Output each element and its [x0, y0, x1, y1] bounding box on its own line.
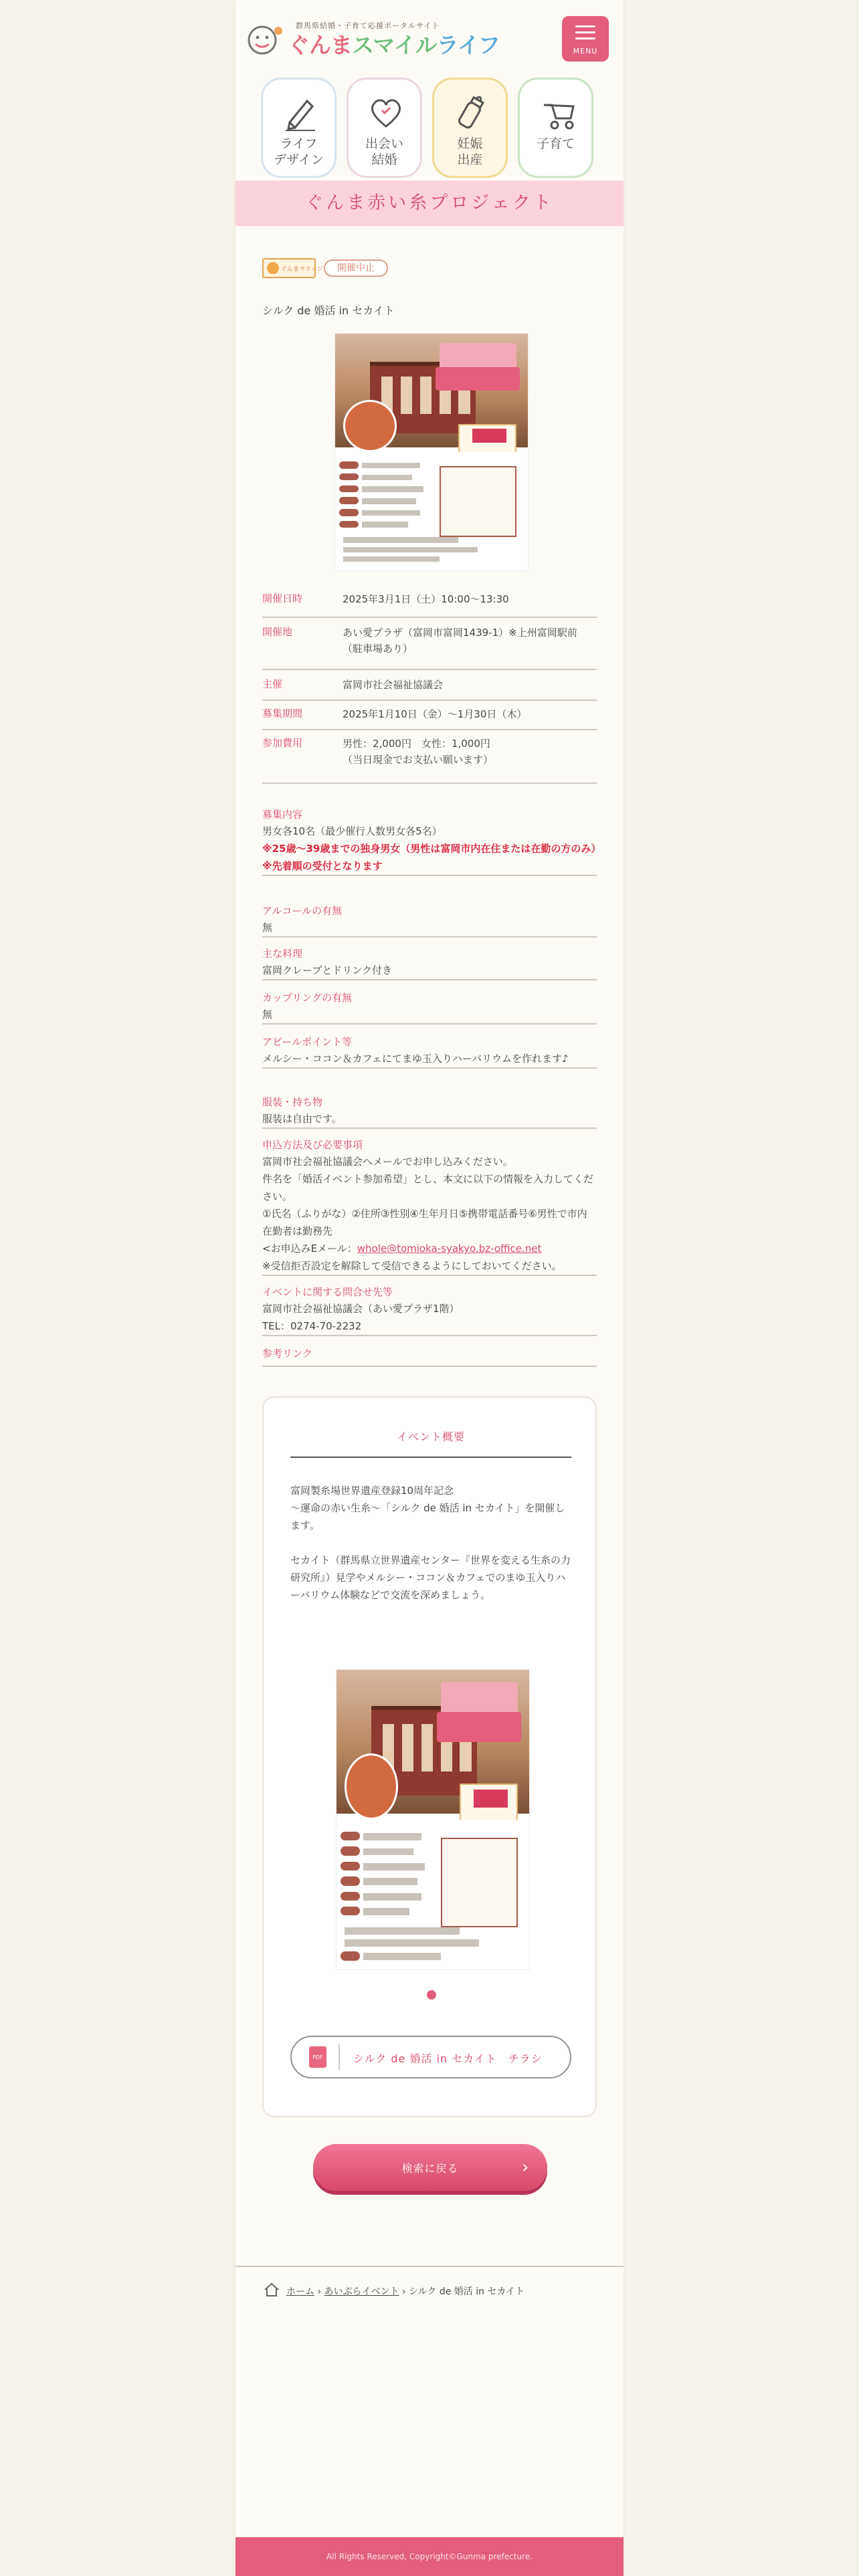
category-label: ライフ デザイン — [274, 136, 324, 167]
info-row-organizer: 主催 富岡市社会福祉協議会 — [262, 677, 597, 701]
detail-dress: 服装・持ち物 服装は自由です。 — [262, 1094, 597, 1129]
summary-text-1: 富岡製糸場世界遺産登録10周年記念 〜運命の赤い生糸〜「シルク de 婚活 in セカイト」を開催します。 — [290, 1485, 565, 1531]
page: 群馬県結婚・子育て応援ポータルサイト ぐんまスマイルライフ MENU ライフ デザイン 出会い 結婚 妊娠 出産 子育て ぐんま赤い糸プロジェクト ぐんまマリッジ 開催中止 シルク de 婚活 in セカイト 開催日時 2025年3月1日（土）10:00〜13:30 開催地 あい愛プラザ（富岡市富岡1439-1）※上州富岡駅前（駐車場あり） 主催 富岡市社会福祉協議会 募集期間 2025年1月10日（金）〜1月30日（木） 参加費用 男性：2,000円 女性：1,000円 （当日現金でお支払い願います） 募集内容 男女各10名（最少催行人数男女各5名） ※25歳〜39歳までの独身男女（男性は富岡市内在住または在勤の方のみ） ※先着順の受付となります アルコールの有無 無 主な料理 富岡クレープとドリンク付き カップリングの有無 無 アピールポイント等 メルシー・ココン＆カフェにてまゆ玉入りハーバリウムを作れます♪ 服装・持ち物 服装は自由です。 申込方法及び必要事項 富岡市社会福祉協議会へメールでお申し込みください。 件名を「婚活イベント参加希望」とし、本文に以下の情報を入力してください。 ①氏名（ふりがな）②住所③性別④生年月日⑤携帯電話番号⑥男性で市内在勤者は勤務先 <お申込みEメール：whole@tomioka-syakyo.bz-office.net ※受信拒否設定を解除して受信できるようにしておいてください。 イベントに関する問合せ先等 富岡市社会福祉協議会（あい愛プラザ1階） TEL：0274-70-2232 参考リンク イベント概要 富岡製糸場世界遺産登録10周年記念 〜運命の赤い生糸〜「シルク de 婚活 in セカイト」を開催します。 セカイト（群馬県立世界遺産センター『世界を変える生糸の力研究所』）見学やメルシー・ココン＆カフェでのまゆ玉入りハーバリウム体験などで交流を深めましょう。 PDF シルク de 婚活 in セカイト チラシ 検索に戻る › ホーム › あいぷらイベント › シルク de 婚活 in セカイト All Rights Reserved, Copyright©Gunma prefecture. — [235, 0, 624, 2576]
category-label: 子育て — [536, 136, 575, 151]
category-nav — [261, 78, 602, 179]
detail-alcohol: アルコールの有無 無 — [262, 903, 597, 938]
smile-face-icon — [267, 262, 279, 274]
carousel-dot[interactable] — [427, 1990, 436, 2000]
category-pregnancy-birth[interactable] — [432, 78, 508, 178]
stroller-icon — [537, 92, 577, 132]
status-badge: 開催中止 — [324, 259, 388, 277]
pencil-icon — [280, 92, 320, 132]
info-row-datetime: 開催日時 2025年3月1日（土）10:00〜13:30 — [262, 591, 597, 618]
detail-reference-link: 参考リンク — [262, 1346, 597, 1367]
breadcrumb-home[interactable]: ホーム — [286, 2286, 314, 2297]
event-title: シルク de 婚活 in セカイト — [262, 304, 395, 317]
menu-button[interactable] — [562, 16, 609, 62]
heart-icon — [366, 92, 406, 132]
back-to-search-button[interactable] — [313, 2144, 547, 2191]
summary-text-2: セカイト（群馬県立世界遺産センター『世界を変える生糸の力研究所』）見学やメルシー・ココン＆カフェでのまゆ玉入りハーバリウム体験などで交流を深めましょう。 — [290, 1554, 571, 1601]
info-row-fee: 参加費用 男性：2,000円 女性：1,000円 （当日現金でお支払い願います） — [262, 736, 597, 784]
event-summary-card — [262, 1396, 597, 2117]
menu-label: MENU — [573, 47, 598, 56]
info-row-venue: 開催地 あい愛プラザ（富岡市富岡1439-1）※上州富岡駅前（駐車場あり） — [262, 625, 597, 670]
detail-recruitment: 募集内容 男女各10名（最少催行人数男女各5名） ※25歳〜39歳までの独身男女（男性は富岡市内在住または在勤の方のみ） ※先着順の受付となります — [262, 807, 597, 876]
logo-title: ぐんまスマイルライフ — [288, 32, 500, 58]
logo-subtitle: 群馬県結婚・子育て応援ポータルサイト — [296, 21, 440, 30]
breadcrumb-parent[interactable]: あいぷらイベント — [324, 2286, 399, 2297]
category-label: 妊娠 出産 — [457, 136, 483, 167]
site-footer: All Rights Reserved, Copyright©Gunma prefecture. — [235, 2537, 624, 2576]
event-flyer-image — [335, 333, 529, 571]
site-logo[interactable] — [248, 19, 500, 59]
baby-bottle-icon — [452, 92, 492, 132]
back-button-label: 検索に戻る — [401, 2162, 459, 2175]
pdf-button-label: シルク de 婚活 in セカイト チラシ — [353, 2052, 543, 2065]
flyer-pdf-button[interactable] — [290, 2036, 571, 2078]
summary-heading: イベント概要 — [396, 1430, 465, 1443]
home-icon[interactable] — [264, 2282, 280, 2298]
detail-application: 申込方法及び必要事項 富岡市社会福祉協議会へメールでお申し込みください。 件名を「婚活イベント参加希望」とし、本文に以下の情報を入力してください。 ①氏名（ふりがな）②住所③性別④生年月日⑤携帯電話番号⑥男性で市内在勤者は勤務先 <お申込みEメール：whole@tomioka-syakyo.bz-office.net ※受信拒否設定を解除して受信できるようにしておいてください。 — [262, 1137, 597, 1276]
marriage-badge: ぐんまマリッジ — [262, 258, 316, 278]
project-banner: ぐんま赤い糸プロジェクト — [235, 181, 624, 226]
category-encounter-marriage[interactable] — [347, 78, 422, 178]
detail-coupling: カップリングの有無 無 — [262, 990, 597, 1025]
site-header — [235, 0, 624, 67]
category-life-design[interactable] — [261, 78, 337, 178]
category-childcare[interactable] — [518, 78, 593, 178]
chevron-right-icon: › — [522, 2157, 529, 2177]
detail-contact: イベントに関する問合せ先等 富岡市社会福祉協議会（あい愛プラザ1階） TEL：0274-70-2232 — [262, 1284, 597, 1336]
pdf-icon: PDF — [309, 2046, 326, 2068]
email-link[interactable]: whole@tomioka-syakyo.bz-office.net — [357, 1243, 542, 1255]
breadcrumb-current: シルク de 婚活 in セカイト — [409, 2286, 525, 2297]
hamburger-icon — [575, 25, 595, 43]
detail-food: 主な料理 富岡クレープとドリンク付き — [262, 946, 597, 980]
summary-flyer-image[interactable] — [336, 1669, 530, 1970]
detail-appeal: アピールポイント等 メルシー・ココン＆カフェにてまゆ玉入りハーバリウムを作れます♪ — [262, 1034, 597, 1069]
info-row-period: 募集期間 2025年1月10日（金）〜1月30日（木） — [262, 706, 597, 730]
category-label: 出会い 結婚 — [365, 136, 403, 167]
smile-logo-icon — [248, 23, 286, 56]
